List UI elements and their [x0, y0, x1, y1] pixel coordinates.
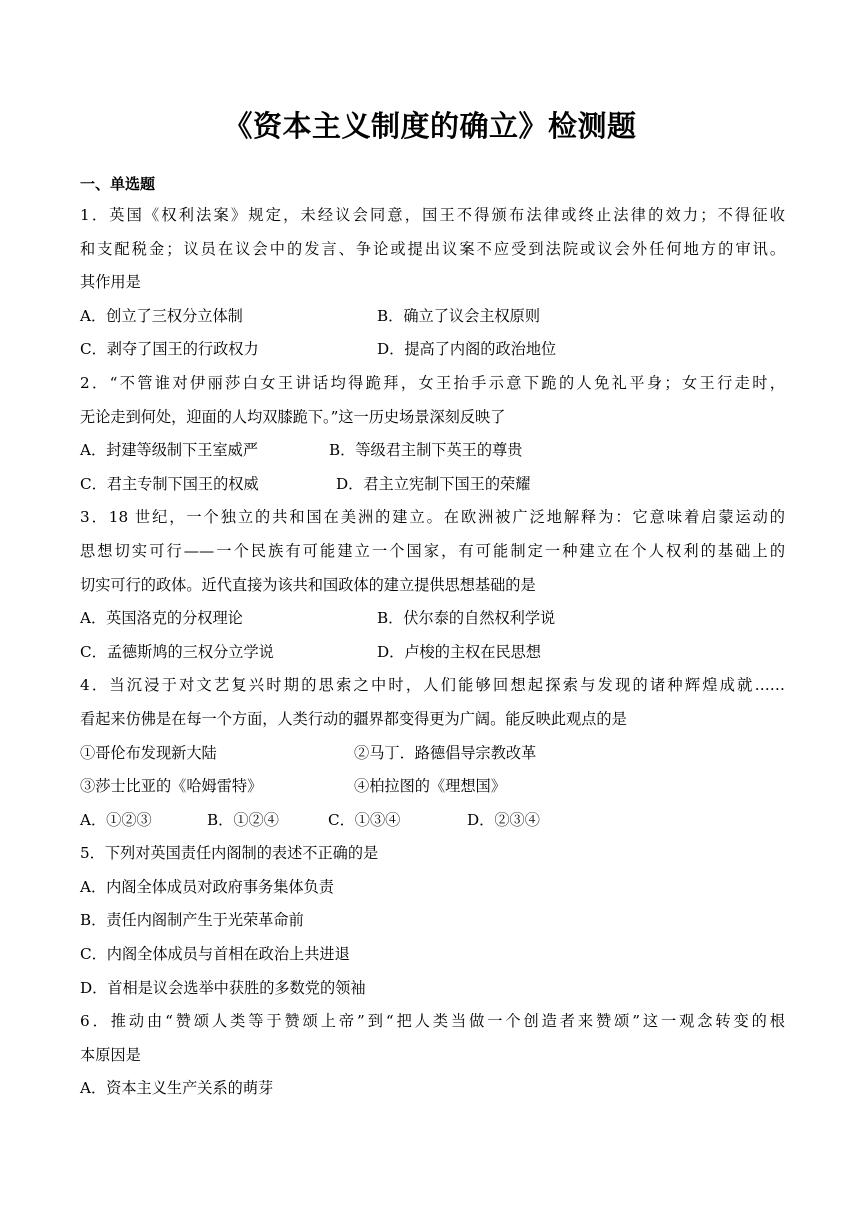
page-title: 《资本主义制度的确立》检测题 [223, 109, 637, 143]
option-a: A．封建等级制下王室威严 [80, 441, 259, 460]
option-row [80, 434, 785, 468]
question-5 [80, 837, 785, 1005]
option-d: D．②③④ [467, 810, 540, 829]
question-text-line: 3．18 世纪，一个独立的共和国在美洲的建立。在欧洲被广泛地解释为：它意味着启蒙运动的 [80, 508, 785, 527]
question-4 [80, 669, 785, 837]
question-text-line: 思想切实可行——一个民族有可能建立一个国家，有可能制定一种建立在个人权利的基础上的 [80, 541, 785, 560]
question-text-line: 无论走到何处，迎面的人均双膝跪下。”这一历史场景深刻反映了 [80, 407, 506, 426]
question-text-line: 切实可行的政体。近代直接为该共和国政体的建立提供思想基础的是 [80, 575, 536, 594]
option-c: C．①③④ [328, 810, 401, 829]
option-c: C．孟德斯鸠的三权分立学说 [80, 642, 274, 661]
option-row [80, 468, 785, 502]
option-d: D．提高了内阁的政治地位 [377, 340, 557, 359]
question-text-line: 其作用是 [80, 273, 141, 292]
option-d: D．卢梭的主权在民思想 [377, 642, 542, 661]
option-row [80, 636, 785, 670]
question-text-line: 看起来仿佛是在每一个方面，人类行动的疆界都变得更为广阔。能反映此观点的是 [80, 709, 627, 728]
question-text-line: 5．下列对英国责任内阁制的表述不正确的是 [80, 844, 379, 863]
option-d: D．君主立宪制下国王的荣耀 [336, 474, 531, 493]
option-c: C．君主专制下国王的权威 [80, 474, 259, 493]
question-text-line: 2．“不管谁对伊丽莎白女王讲话均得跪拜，女王抬手示意下跪的人免礼平身；女王行走时， [80, 373, 785, 392]
option-c: C．剥夺了国王的行政权力 [80, 340, 259, 359]
question-1 [80, 199, 785, 367]
option-a: A．内阁全体成员对政府事务集体负责 [80, 877, 334, 896]
option-a: A．创立了三权分立体制 [80, 306, 243, 325]
question-list [80, 199, 785, 1106]
statement-2: ②马丁．路德倡导宗教改革 [354, 743, 537, 762]
option-row [80, 602, 785, 636]
question-text-line: 和支配税金；议员在议会中的发言、争论或提出议案不应受到法院或议会外任何地方的审讯。 [80, 239, 785, 258]
option-b: B．责任内阁制产生于光荣革命前 [80, 911, 304, 930]
statement-3: ③莎士比亚的《哈姆雷特》 [80, 777, 263, 796]
option-a: A．资本主义生产关系的萌芽 [80, 1079, 274, 1098]
statement-4: ④柏拉图的《理想国》 [354, 777, 506, 796]
option-row [80, 333, 785, 367]
option-b: B．伏尔泰的自然权利学说 [377, 609, 556, 628]
question-3 [80, 501, 785, 669]
question-2 [80, 367, 785, 501]
option-d: D．首相是议会选举中获胜的多数党的领袖 [80, 978, 366, 997]
statement-row [80, 770, 785, 804]
question-text-line: 4．当沉浸于对文艺复兴时期的思索之中时，人们能够回想起探索与发现的诸种辉煌成就…… [80, 676, 785, 695]
option-row [80, 804, 785, 838]
option-a: A．英国洛克的分权理论 [80, 609, 243, 628]
statement-row [80, 737, 785, 771]
option-b: B．①②④ [207, 810, 279, 829]
option-b: B．等级君主制下英王的尊贵 [329, 441, 523, 460]
option-b: B．确立了议会主权原则 [377, 306, 541, 325]
question-text-line: 6．推动由“赞颂人类等于赞颂上帝”到“把人类当做一个创造者来赞颂”这一观念转变的根 [80, 1012, 785, 1031]
option-a: A．①②③ [80, 810, 152, 829]
question-6 [80, 1005, 785, 1106]
question-text-line: 本原因是 [80, 1045, 141, 1064]
question-text-line: 1．英国《权利法案》规定，未经议会同意，国王不得颁布法律或终止法律的效力；不得征收 [80, 206, 785, 224]
option-row [80, 300, 785, 334]
statement-1: ①哥伦布发现新大陆 [80, 743, 217, 762]
section-heading: 一、单选题 [80, 175, 156, 193]
option-c: C．内阁全体成员与首相在政治上共进退 [80, 945, 350, 964]
